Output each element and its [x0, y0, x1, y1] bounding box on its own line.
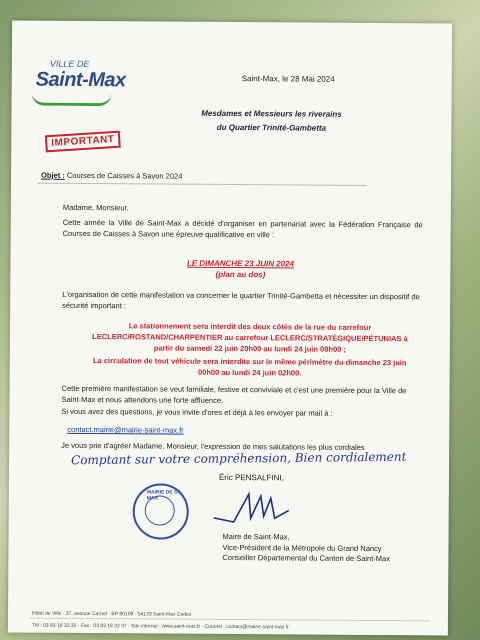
mairie-seal	[133, 483, 189, 539]
logo-swoosh	[32, 93, 112, 107]
title-line-2: Vice-Président de la Métropole du Grand Nancy	[222, 542, 382, 553]
seal-text: MAIRIE DE ST-MAX	[146, 489, 182, 502]
letter-date: Saint-Max, le 28 Mai 2024	[241, 74, 335, 84]
paragraph-closing: Je vous prie d'agréer Madame, Monsieur, l'expression de mes salutations les plus cordiales	[61, 440, 365, 452]
divider	[37, 183, 367, 186]
logo-ville-text: VILLE DE	[49, 58, 90, 70]
salutation: Madame, Monsieur,	[62, 202, 129, 213]
contact-email-link[interactable]: contact.mairie@mairie-saint-max.fr	[67, 424, 184, 435]
addressee-line-2: du Quartier Trinité-Gambetta	[216, 122, 327, 133]
footer-address: Hôtel de Ville · 37, avenue Carnot · BP 80109 · 54133 Saint-Max Cedex	[31, 610, 192, 618]
paragraph-festive: Cette première manifestation se veut familiale, festive et conviviale et c'est une première pour la Ville de Saint-Max et nous attendons une forte affluence.	[61, 383, 407, 405]
important-stamp: IMPORTANT	[45, 131, 121, 153]
addressee	[161, 107, 381, 137]
subject-line	[41, 171, 182, 181]
addressee-line-1: Mesdames et Messieurs les riverains	[201, 108, 342, 119]
signer-name: Éric PENSALFINI,	[218, 472, 284, 483]
event-block	[150, 257, 330, 280]
city-logo	[29, 59, 129, 118]
title-line-1: Maire de Saint-Max,	[222, 531, 290, 542]
seal-inner-ring	[145, 495, 175, 525]
paragraph-intro: Cette année la Ville de Saint-Max a décidé d'organiser en partenariat avec la Fédération Française de Courses de Caisses à Savon une épreuve qualificative en ville :	[62, 217, 423, 240]
event-date: LE DIMANCHE 23 JUIN 2024	[186, 258, 295, 269]
subject-text: Courses de Caisses à Savon 2024	[66, 170, 183, 181]
event-note: (plan au dos)	[215, 269, 266, 280]
traffic-notice: La circulation de tout véhicule sera interdite sur le même périmètre du dimanche 23 juin 00h00 au lundi 24 juin 02h00.	[93, 356, 407, 378]
handwritten-note: Comptant sur votre compréhension, Bien cordialement	[71, 449, 407, 468]
footer-contact: Tél : 03 83 18 32 32 · Fax : 03 83 18 32 37 · Site internet : www.saint-max.fr · Courriel : contact@mairie-saint-max.fr	[31, 622, 289, 631]
signer-titles	[222, 532, 422, 565]
footer-divider	[30, 618, 430, 622]
signature-image	[209, 488, 299, 533]
subject-label: Objet :	[41, 170, 65, 180]
logo-name-text: Saint-Max	[35, 68, 126, 92]
paragraph-organisation: L'organisation de cette manifestation va concerner le quartier Trinité-Gambetta et nécessiter un dispositif de sécurité important :	[62, 289, 420, 311]
paragraph-questions: Si vous avez des questions, je vous invite d'ores et déjà à les envoyer par mail à :	[61, 406, 333, 418]
letter-page	[8, 20, 452, 635]
title-line-3: Conseiller Départemental du Canton de Saint-Max	[222, 552, 391, 564]
parking-notice: Le stationnement sera interdit des deux côtés de la rue du carrefour LECLERC/ROSTAND/CHARPENTIER au carrefour LECLERC/STRATÉGIQUE/PÉTUNIAS à partir du samedi 22 juin 20h00 au lundi 24 juin 08h00 ;	[92, 321, 408, 354]
